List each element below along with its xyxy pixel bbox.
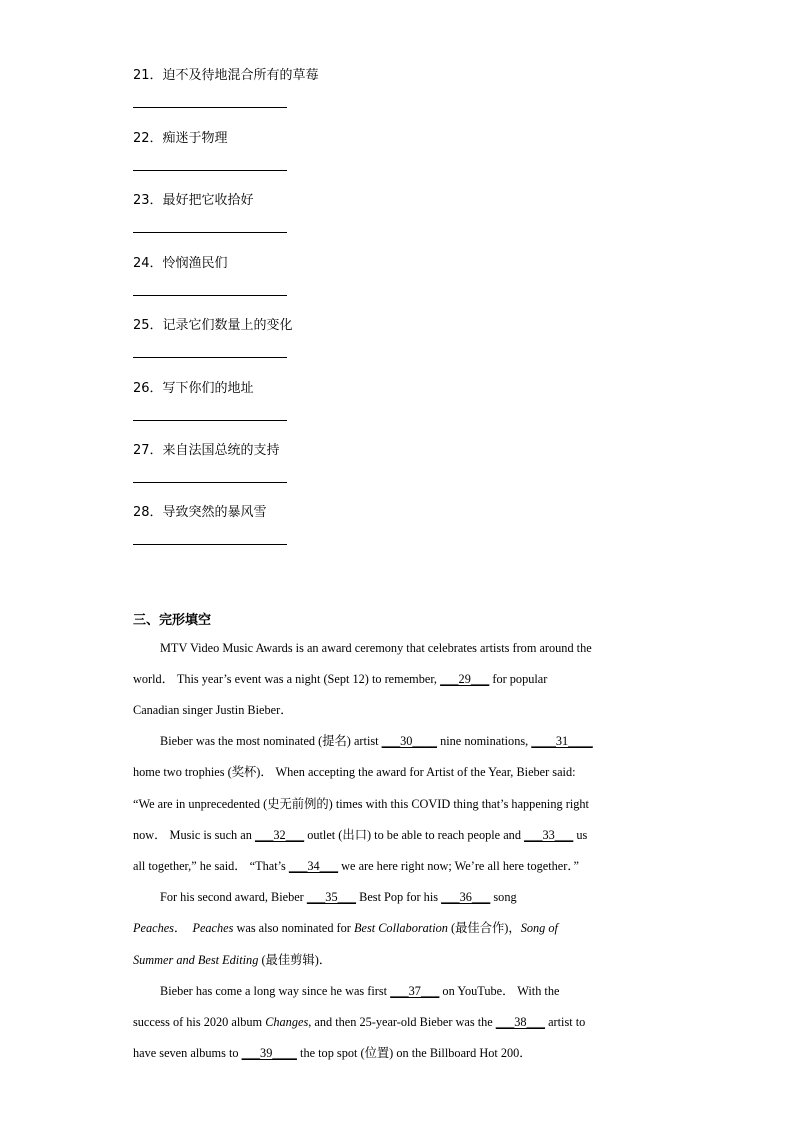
award-name: Summer and Best Editing <box>133 953 259 967</box>
item-prompt: 写下你们的地址 <box>162 381 254 396</box>
translation-item-22 <box>133 131 693 147</box>
passage-text: (最佳合作)， <box>451 921 521 935</box>
passage-text: MTV Video Music Awards is an award ceremony that celebrates artists from around the <box>160 641 592 655</box>
passage-text: Bieber was the most nominated (提名) artist <box>160 734 379 748</box>
passage-line <box>133 952 663 968</box>
blank-38[interactable]: ___38___ <box>495 1015 545 1029</box>
passage-text: Best Pop for his <box>359 890 439 904</box>
answer-line[interactable] <box>133 544 287 545</box>
passage-line <box>133 764 643 780</box>
answer-line[interactable] <box>133 420 287 421</box>
passage-text: the top spot (位置) on the Billboard Hot 200． <box>300 1046 532 1060</box>
passage-line <box>133 796 654 812</box>
passage-line <box>133 702 663 718</box>
passage-line <box>160 640 657 656</box>
item-prompt: 最好把它收拾好 <box>162 193 254 208</box>
item-number: 22． <box>133 131 163 146</box>
item-number: 25． <box>133 318 163 333</box>
passage-text: on YouTube． With the <box>442 984 560 998</box>
passage-text: we are here right now; We’re all here together．” <box>341 859 579 873</box>
answer-line[interactable] <box>133 232 287 233</box>
item-prompt: 痴迷于物理 <box>162 131 228 146</box>
passage-line <box>160 983 663 999</box>
item-prompt: 来自法国总统的支持 <box>162 443 280 458</box>
passage-text: now． Music is such an <box>133 828 252 842</box>
translation-item-26 <box>133 381 693 397</box>
award-name: Best Collaboration <box>353 921 448 935</box>
answer-line[interactable] <box>133 482 287 483</box>
item-number: 27． <box>133 443 163 458</box>
answer-line[interactable] <box>133 107 287 108</box>
blank-36[interactable]: ___36___ <box>441 890 491 904</box>
passage-line <box>160 733 663 749</box>
passage-text: nine nominations, <box>440 734 529 748</box>
passage-line <box>160 889 663 905</box>
translation-item-27 <box>133 443 693 459</box>
passage-line <box>133 920 663 936</box>
passage-text: , and then 25-year-old Bieber was the <box>308 1015 493 1029</box>
passage-text: ． <box>173 921 187 935</box>
section-heading: 三、完形填空 <box>133 613 212 628</box>
item-number: 21． <box>133 68 163 83</box>
song-title: Peaches <box>133 921 174 935</box>
item-number: 28． <box>133 505 163 520</box>
blank-33[interactable]: ___33___ <box>524 828 574 842</box>
item-number: 23． <box>133 193 163 208</box>
item-prompt: 迫不及待地混合所有的草莓 <box>162 68 319 83</box>
item-number: 24． <box>133 256 163 271</box>
passage-text: for popular <box>492 672 548 686</box>
passage-text: For his second award, Bieber <box>160 890 304 904</box>
award-name: Song of <box>520 921 558 935</box>
song-title: Peaches <box>192 921 234 935</box>
passage-text: “We are in unprecedented (史无前例的) times with this COVID thing that’s happening right <box>133 797 589 811</box>
passage-text: Canadian singer Justin Bieber． <box>133 703 293 717</box>
blank-35[interactable]: ___35___ <box>306 890 357 904</box>
translation-item-23 <box>133 193 693 209</box>
passage-text: outlet (出口) to be able to reach people and <box>307 828 521 842</box>
passage-text: world． This year’s event was a night (Sept 12) to remember, <box>133 672 438 686</box>
answer-line[interactable] <box>133 170 287 171</box>
blank-39[interactable]: ___39____ <box>241 1046 297 1060</box>
answer-line[interactable] <box>133 357 287 358</box>
passage-line <box>133 1014 663 1030</box>
passage-text: Bieber has come a long way since he was first <box>160 984 388 998</box>
blank-30[interactable]: ___30____ <box>381 734 437 748</box>
passage-text: song <box>493 890 517 904</box>
passage-text: home two trophies (奖杯)． When accepting the award for Artist of the Year, Bieber said: <box>133 765 576 779</box>
blank-34[interactable]: ___34___ <box>288 859 339 873</box>
passage-line <box>133 827 663 843</box>
passage-text: us <box>576 828 588 842</box>
album-title: Changes <box>265 1015 309 1029</box>
blank-31[interactable]: ____31____ <box>531 734 593 748</box>
translation-item-24 <box>133 256 693 272</box>
item-number: 26． <box>133 381 163 396</box>
answer-line[interactable] <box>133 295 287 296</box>
item-prompt: 导致突然的暴风雪 <box>162 505 267 520</box>
passage-text: artist to <box>548 1015 586 1029</box>
passage-line <box>133 671 663 687</box>
translation-item-25 <box>133 318 693 334</box>
passage-text: success of his 2020 album <box>133 1015 263 1029</box>
translation-item-28 <box>133 505 693 521</box>
blank-37[interactable]: ___37___ <box>390 984 440 998</box>
passage-line <box>133 858 663 874</box>
passage-text: (最佳剪辑)． <box>261 953 332 967</box>
item-prompt: 怜悯渔民们 <box>162 256 228 271</box>
passage-text: all together,” he said． “That’s <box>133 859 286 873</box>
blank-29[interactable]: ___29___ <box>440 672 490 686</box>
translation-item-21 <box>133 68 693 84</box>
passage-text: have seven albums to <box>133 1046 239 1060</box>
blank-32[interactable]: ___32___ <box>254 828 305 842</box>
item-prompt: 记录它们数量上的变化 <box>162 318 293 333</box>
passage-line <box>133 1045 663 1061</box>
passage-text: was also nominated for <box>236 921 351 935</box>
